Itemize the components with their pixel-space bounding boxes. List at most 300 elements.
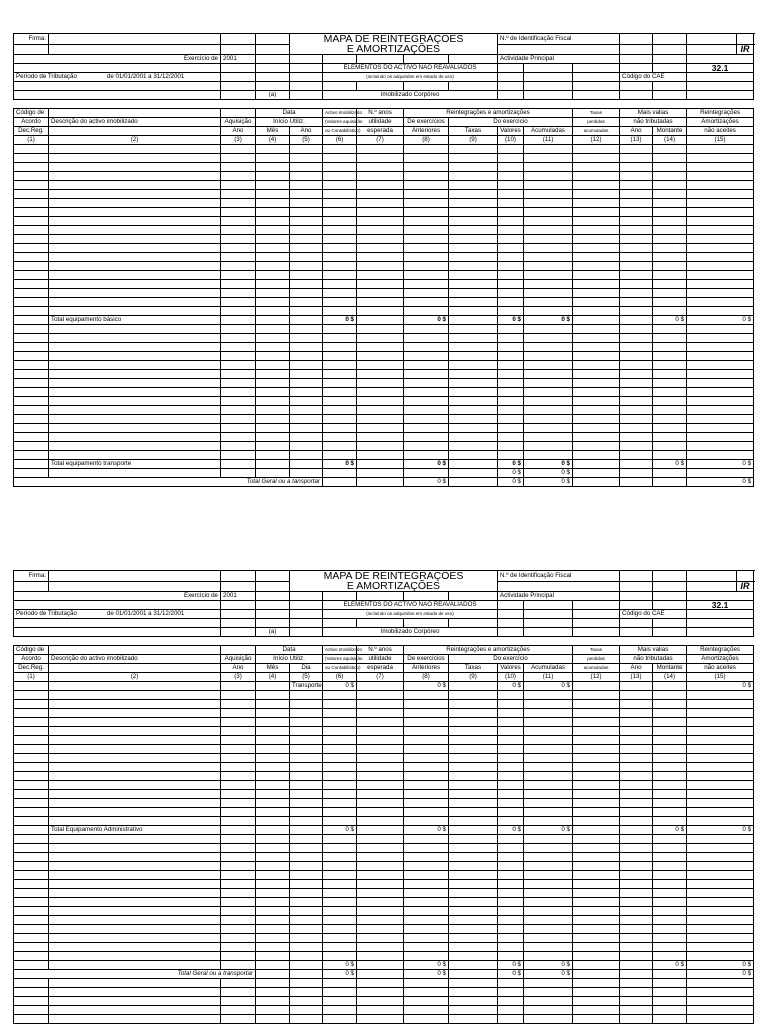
entry-cell[interactable] [221, 781, 256, 790]
entry-cell[interactable] [449, 262, 498, 271]
entry-cell[interactable] [653, 727, 687, 736]
entry-cell[interactable] [290, 997, 323, 1006]
entry-cell[interactable] [14, 370, 49, 379]
entry-cell[interactable] [49, 298, 221, 307]
entry-cell[interactable] [290, 235, 323, 244]
entry-cell[interactable] [498, 217, 524, 226]
entry-cell[interactable] [449, 1006, 498, 1015]
entry-cell[interactable] [573, 835, 620, 844]
entry-cell[interactable] [524, 736, 573, 745]
entry-cell[interactable] [653, 307, 687, 316]
entry-cell[interactable] [357, 442, 404, 451]
entry-cell[interactable] [357, 226, 404, 235]
entry-cell[interactable] [449, 907, 498, 916]
entry-cell[interactable] [49, 253, 221, 262]
entry-cell[interactable] [653, 208, 687, 217]
entry-cell[interactable] [620, 1015, 653, 1024]
entry-cell[interactable] [404, 280, 449, 289]
entry-cell[interactable] [687, 1015, 754, 1024]
entry-cell[interactable] [323, 433, 357, 442]
entry-cell[interactable] [14, 208, 49, 217]
entry-cell[interactable] [653, 988, 687, 997]
entry-cell[interactable] [221, 988, 256, 997]
entry-cell[interactable] [404, 1006, 449, 1015]
entry-cell[interactable] [323, 898, 357, 907]
entry-cell[interactable] [687, 979, 754, 988]
entry-cell[interactable] [573, 853, 620, 862]
entry-cell[interactable] [323, 1015, 357, 1024]
entry-cell[interactable] [404, 916, 449, 925]
entry-cell[interactable] [14, 925, 49, 934]
entry-cell[interactable] [49, 271, 221, 280]
entry-cell[interactable] [256, 280, 290, 289]
entry-cell[interactable] [404, 871, 449, 880]
entry-cell[interactable] [653, 163, 687, 172]
entry-cell[interactable] [14, 352, 49, 361]
entry-cell[interactable] [221, 361, 256, 370]
entry-cell[interactable] [357, 325, 404, 334]
entry-cell[interactable] [290, 442, 323, 451]
entry-cell[interactable] [573, 817, 620, 826]
entry-cell[interactable] [620, 424, 653, 433]
entry-cell[interactable] [687, 154, 754, 163]
entry-cell[interactable] [256, 988, 290, 997]
entry-cell[interactable] [256, 352, 290, 361]
entry-cell[interactable] [524, 172, 573, 181]
entry-cell[interactable] [498, 844, 524, 853]
entry-cell[interactable] [323, 799, 357, 808]
entry-cell[interactable] [620, 235, 653, 244]
entry-cell[interactable] [620, 754, 653, 763]
entry-cell[interactable] [256, 844, 290, 853]
entry-cell[interactable] [524, 754, 573, 763]
entry-cell[interactable] [256, 253, 290, 262]
entry-cell[interactable] [323, 781, 357, 790]
entry-cell[interactable] [14, 199, 49, 208]
entry-cell[interactable] [323, 835, 357, 844]
entry-cell[interactable] [498, 898, 524, 907]
entry-cell[interactable] [498, 163, 524, 172]
entry-cell[interactable] [653, 334, 687, 343]
entry-cell[interactable] [323, 709, 357, 718]
entry-cell[interactable] [687, 208, 754, 217]
entry-cell[interactable] [357, 925, 404, 934]
entry-cell[interactable] [221, 871, 256, 880]
entry-cell[interactable] [687, 199, 754, 208]
entry-cell[interactable] [524, 145, 573, 154]
entry-cell[interactable] [256, 433, 290, 442]
entry-cell[interactable] [221, 451, 256, 460]
exercicio-value[interactable]: 2001 [221, 592, 256, 601]
entry-cell[interactable] [357, 217, 404, 226]
entry-cell[interactable] [221, 235, 256, 244]
entry-cell[interactable] [256, 835, 290, 844]
entry-cell[interactable] [14, 154, 49, 163]
entry-cell[interactable] [449, 781, 498, 790]
entry-cell[interactable] [404, 343, 449, 352]
entry-cell[interactable] [687, 727, 754, 736]
entry-cell[interactable] [323, 370, 357, 379]
entry-cell[interactable] [14, 397, 49, 406]
entry-cell[interactable] [221, 997, 256, 1006]
entry-cell[interactable] [256, 325, 290, 334]
entry-cell[interactable] [290, 781, 323, 790]
entry-cell[interactable] [49, 181, 221, 190]
entry-cell[interactable] [323, 736, 357, 745]
entry-cell[interactable] [449, 772, 498, 781]
entry-cell[interactable] [357, 451, 404, 460]
entry-cell[interactable] [290, 226, 323, 235]
entry-cell[interactable] [620, 433, 653, 442]
entry-cell[interactable] [256, 307, 290, 316]
nif-field[interactable] [620, 34, 653, 45]
entry-cell[interactable] [221, 799, 256, 808]
entry-cell[interactable] [620, 172, 653, 181]
entry-cell[interactable] [404, 790, 449, 799]
entry-cell[interactable] [404, 988, 449, 997]
entry-cell[interactable] [221, 1006, 256, 1015]
entry-cell[interactable] [323, 190, 357, 199]
entry-cell[interactable] [323, 979, 357, 988]
entry-cell[interactable] [404, 244, 449, 253]
entry-cell[interactable] [573, 226, 620, 235]
entry-cell[interactable] [49, 907, 221, 916]
entry-cell[interactable] [323, 208, 357, 217]
entry-cell[interactable] [14, 700, 49, 709]
entry-cell[interactable] [404, 691, 449, 700]
entry-cell[interactable] [573, 388, 620, 397]
entry-cell[interactable] [498, 154, 524, 163]
entry-cell[interactable] [687, 745, 754, 754]
entry-cell[interactable] [524, 790, 573, 799]
entry-cell[interactable] [449, 835, 498, 844]
entry-cell[interactable] [357, 307, 404, 316]
entry-cell[interactable] [524, 370, 573, 379]
entry-cell[interactable] [14, 952, 49, 961]
entry-cell[interactable] [14, 262, 49, 271]
entry-cell[interactable] [449, 352, 498, 361]
entry-cell[interactable] [357, 835, 404, 844]
entry-cell[interactable] [14, 709, 49, 718]
entry-cell[interactable] [687, 997, 754, 1006]
entry-cell[interactable] [620, 925, 653, 934]
entry-cell[interactable] [357, 862, 404, 871]
entry-cell[interactable] [498, 943, 524, 952]
entry-cell[interactable] [357, 1006, 404, 1015]
entry-cell[interactable] [14, 988, 49, 997]
entry-cell[interactable] [498, 424, 524, 433]
entry-cell[interactable] [653, 190, 687, 199]
entry-cell[interactable] [449, 217, 498, 226]
entry-cell[interactable] [404, 370, 449, 379]
entry-cell[interactable] [524, 262, 573, 271]
entry-cell[interactable] [221, 244, 256, 253]
entry-cell[interactable] [290, 817, 323, 826]
entry-cell[interactable] [357, 898, 404, 907]
entry-cell[interactable] [404, 235, 449, 244]
entry-cell[interactable] [221, 952, 256, 961]
entry-cell[interactable] [620, 289, 653, 298]
entry-cell[interactable] [49, 163, 221, 172]
entry-cell[interactable] [620, 745, 653, 754]
entry-cell[interactable] [573, 442, 620, 451]
entry-cell[interactable] [221, 334, 256, 343]
entry-cell[interactable] [449, 943, 498, 952]
entry-cell[interactable] [323, 808, 357, 817]
entry-cell[interactable] [256, 781, 290, 790]
entry-cell[interactable] [323, 271, 357, 280]
entry-cell[interactable] [323, 451, 357, 460]
entry-cell[interactable] [573, 736, 620, 745]
entry-cell[interactable] [653, 280, 687, 289]
entry-cell[interactable] [687, 235, 754, 244]
entry-cell[interactable] [573, 709, 620, 718]
entry-cell[interactable] [687, 325, 754, 334]
entry-cell[interactable] [357, 334, 404, 343]
entry-cell[interactable] [687, 781, 754, 790]
entry-cell[interactable] [620, 343, 653, 352]
entry-cell[interactable] [290, 727, 323, 736]
entry-cell[interactable] [221, 1015, 256, 1024]
entry-cell[interactable] [256, 943, 290, 952]
entry-cell[interactable] [256, 997, 290, 1006]
entry-cell[interactable] [256, 772, 290, 781]
entry-cell[interactable] [653, 370, 687, 379]
entry-cell[interactable] [524, 898, 573, 907]
entry-cell[interactable] [524, 181, 573, 190]
entry-cell[interactable] [498, 736, 524, 745]
entry-cell[interactable] [221, 745, 256, 754]
entry-cell[interactable] [524, 907, 573, 916]
entry-cell[interactable] [524, 871, 573, 880]
entry-cell[interactable] [323, 181, 357, 190]
entry-cell[interactable] [449, 718, 498, 727]
entry-cell[interactable] [256, 790, 290, 799]
entry-cell[interactable] [290, 343, 323, 352]
entry-cell[interactable] [573, 208, 620, 217]
entry-cell[interactable] [404, 397, 449, 406]
entry-cell[interactable] [256, 406, 290, 415]
entry-cell[interactable] [449, 199, 498, 208]
entry-cell[interactable] [653, 934, 687, 943]
entry-cell[interactable] [49, 352, 221, 361]
entry-cell[interactable] [404, 226, 449, 235]
entry-cell[interactable] [14, 862, 49, 871]
entry-cell[interactable] [256, 925, 290, 934]
entry-cell[interactable] [687, 772, 754, 781]
entry-cell[interactable] [404, 163, 449, 172]
entry-cell[interactable] [687, 343, 754, 352]
entry-cell[interactable] [221, 808, 256, 817]
entry-cell[interactable] [404, 145, 449, 154]
entry-cell[interactable] [498, 988, 524, 997]
entry-cell[interactable] [357, 154, 404, 163]
entry-cell[interactable] [221, 844, 256, 853]
entry-cell[interactable] [221, 907, 256, 916]
entry-cell[interactable] [290, 352, 323, 361]
entry-cell[interactable] [524, 289, 573, 298]
entry-cell[interactable] [256, 190, 290, 199]
entry-cell[interactable] [14, 379, 49, 388]
entry-cell[interactable] [573, 154, 620, 163]
entry-cell[interactable] [573, 925, 620, 934]
entry-cell[interactable] [290, 844, 323, 853]
entry-cell[interactable] [498, 172, 524, 181]
entry-cell[interactable] [14, 898, 49, 907]
entry-cell[interactable] [323, 718, 357, 727]
entry-cell[interactable] [357, 181, 404, 190]
entry-cell[interactable] [498, 325, 524, 334]
entry-cell[interactable] [404, 190, 449, 199]
entry-cell[interactable] [687, 898, 754, 907]
entry-cell[interactable] [290, 163, 323, 172]
entry-cell[interactable] [687, 280, 754, 289]
cae-field[interactable] [687, 73, 754, 82]
entry-cell[interactable] [449, 952, 498, 961]
entry-cell[interactable] [49, 997, 221, 1006]
entry-cell[interactable] [620, 979, 653, 988]
entry-cell[interactable] [404, 997, 449, 1006]
entry-cell[interactable] [573, 1015, 620, 1024]
entry-cell[interactable] [49, 736, 221, 745]
entry-cell[interactable] [687, 790, 754, 799]
entry-cell[interactable] [256, 700, 290, 709]
entry-cell[interactable] [290, 307, 323, 316]
entry-cell[interactable] [687, 799, 754, 808]
entry-cell[interactable] [323, 934, 357, 943]
entry-cell[interactable] [573, 253, 620, 262]
entry-cell[interactable] [498, 709, 524, 718]
entry-cell[interactable] [49, 988, 221, 997]
entry-cell[interactable] [653, 808, 687, 817]
entry-cell[interactable] [49, 244, 221, 253]
entry-cell[interactable] [256, 709, 290, 718]
entry-cell[interactable] [620, 190, 653, 199]
entry-cell[interactable] [498, 1015, 524, 1024]
entry-cell[interactable] [14, 997, 49, 1006]
entry-cell[interactable] [357, 433, 404, 442]
entry-cell[interactable] [14, 307, 49, 316]
entry-cell[interactable] [573, 952, 620, 961]
entry-cell[interactable] [357, 934, 404, 943]
entry-cell[interactable] [449, 754, 498, 763]
entry-cell[interactable] [687, 424, 754, 433]
entry-cell[interactable] [290, 889, 323, 898]
entry-cell[interactable] [524, 307, 573, 316]
entry-cell[interactable] [221, 916, 256, 925]
entry-cell[interactable] [620, 880, 653, 889]
entry-cell[interactable] [14, 172, 49, 181]
entry-cell[interactable] [357, 727, 404, 736]
entry-cell[interactable] [357, 745, 404, 754]
entry-cell[interactable] [498, 271, 524, 280]
entry-cell[interactable] [49, 871, 221, 880]
entry-cell[interactable] [49, 1015, 221, 1024]
entry-cell[interactable] [687, 271, 754, 280]
entry-cell[interactable] [256, 817, 290, 826]
entry-cell[interactable] [14, 727, 49, 736]
entry-cell[interactable] [256, 217, 290, 226]
entry-cell[interactable] [498, 235, 524, 244]
entry-cell[interactable] [256, 952, 290, 961]
exercicio-value[interactable]: 2001 [221, 55, 256, 64]
entry-cell[interactable] [620, 835, 653, 844]
entry-cell[interactable] [449, 727, 498, 736]
entry-cell[interactable] [449, 172, 498, 181]
entry-cell[interactable] [256, 163, 290, 172]
entry-cell[interactable] [14, 442, 49, 451]
entry-cell[interactable] [653, 424, 687, 433]
entry-cell[interactable] [653, 343, 687, 352]
entry-cell[interactable] [357, 271, 404, 280]
entry-cell[interactable] [49, 790, 221, 799]
entry-cell[interactable] [14, 415, 49, 424]
entry-cell[interactable] [620, 451, 653, 460]
entry-cell[interactable] [49, 691, 221, 700]
entry-cell[interactable] [653, 361, 687, 370]
entry-cell[interactable] [653, 145, 687, 154]
entry-cell[interactable] [524, 406, 573, 415]
entry-cell[interactable] [620, 334, 653, 343]
entry-cell[interactable] [449, 871, 498, 880]
entry-cell[interactable] [14, 181, 49, 190]
entry-cell[interactable] [620, 208, 653, 217]
entry-cell[interactable] [357, 871, 404, 880]
entry-cell[interactable] [221, 145, 256, 154]
entry-cell[interactable] [357, 253, 404, 262]
entry-cell[interactable] [653, 388, 687, 397]
entry-cell[interactable] [498, 289, 524, 298]
entry-cell[interactable] [49, 280, 221, 289]
entry-cell[interactable] [498, 262, 524, 271]
entry-cell[interactable] [620, 307, 653, 316]
entry-cell[interactable] [573, 763, 620, 772]
entry-cell[interactable] [323, 388, 357, 397]
entry-cell[interactable] [687, 451, 754, 460]
entry-cell[interactable] [573, 163, 620, 172]
entry-cell[interactable] [573, 190, 620, 199]
entry-cell[interactable] [620, 325, 653, 334]
entry-cell[interactable] [449, 280, 498, 289]
entry-cell[interactable] [49, 754, 221, 763]
entry-cell[interactable] [573, 271, 620, 280]
entry-cell[interactable] [524, 361, 573, 370]
entry-cell[interactable] [357, 163, 404, 172]
entry-cell[interactable] [256, 979, 290, 988]
entry-cell[interactable] [573, 934, 620, 943]
entry-cell[interactable] [573, 325, 620, 334]
entry-cell[interactable] [687, 889, 754, 898]
entry-cell[interactable] [498, 727, 524, 736]
entry-cell[interactable] [653, 907, 687, 916]
entry-cell[interactable] [357, 952, 404, 961]
entry-cell[interactable] [323, 853, 357, 862]
entry-cell[interactable] [221, 262, 256, 271]
entry-cell[interactable] [49, 235, 221, 244]
entry-cell[interactable] [524, 934, 573, 943]
entry-cell[interactable] [14, 433, 49, 442]
entry-cell[interactable] [357, 280, 404, 289]
entry-cell[interactable] [290, 253, 323, 262]
entry-cell[interactable] [653, 172, 687, 181]
entry-cell[interactable] [498, 415, 524, 424]
entry-cell[interactable] [524, 997, 573, 1006]
entry-cell[interactable] [221, 442, 256, 451]
entry-cell[interactable] [687, 880, 754, 889]
entry-cell[interactable] [256, 361, 290, 370]
entry-cell[interactable] [221, 226, 256, 235]
entry-cell[interactable] [573, 361, 620, 370]
